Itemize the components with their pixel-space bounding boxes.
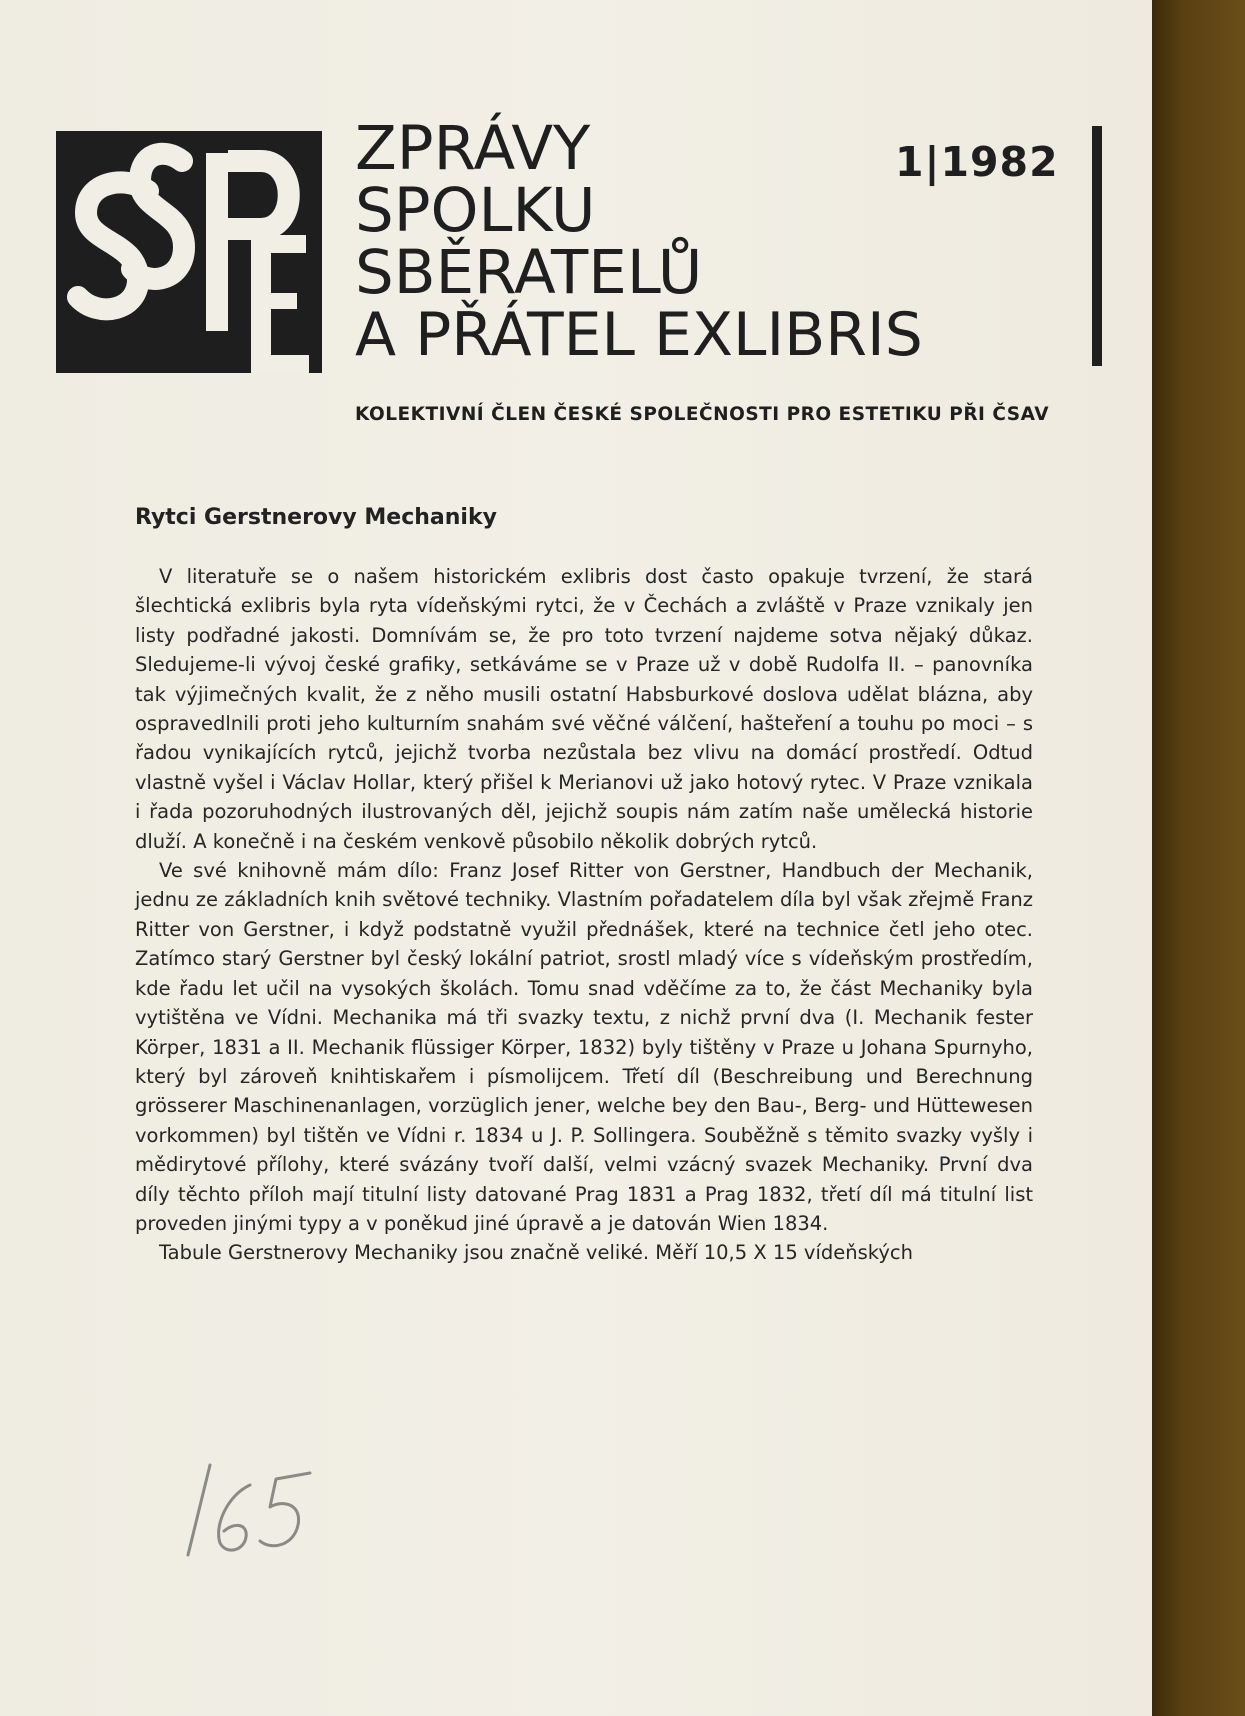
article-body <box>135 562 1033 1268</box>
masthead-subtitle: KOLEKTIVNÍ ČLEN ČESKÉ SPOLEČNOSTI PRO ESTETIKU PŘI ČSAV <box>355 404 1050 425</box>
title-line: ZPRÁVY <box>355 113 591 184</box>
article-paragraph: Tabule Gerstnerovy Mechaniky jsou značně veliké. Měří 10,5 X 15 vídeňských <box>159 1241 913 1265</box>
article-paragraph: V literatuře se o našem historickém exlibris dost často opakuje tvrzení, že stará šlechtická exlibris byla ryta vídeňskými rytci, že v Čechách a zvláště v Praze vznikaly jen listy podřadné jakosti. Domnívám se, že pro toto tvrzení najdeme sotva nějaký důkaz. Sledujeme-li vývoj české grafiky, setkáváme se v Praze už v době Rudolfa II. – panovníka tak výjimečných kvalit, že z něho musili ostatní Habsburkové doslova udělat blázna, aby ospravedlnili proti jeho kulturním snahám své věčné válčení, hašteření a touhu po moci – s řadou vynikajících rytců, jejichž tvorba nezůstala bez vlivu na domácí prostředí. Odtud vlastně vyšel i Václav Hollar, který přišel k Merianovi už jako hotový rytec. V Praze vznikala i řada pozoruhodných ilustrovaných děl, jejichž soupis nám zatím naše umělecká historie dluží. A konečně i na českém venkově působilo několik dobrých rytců. <box>135 565 1033 853</box>
masthead-vertical-rule <box>1092 126 1102 366</box>
sspe-logo <box>56 131 322 373</box>
title-line: A PŘÁTEL EXLIBRIS <box>355 300 923 370</box>
scan-background-edge <box>1152 0 1245 1716</box>
article-title: Rytci Gerstnerovy Mechaniky <box>135 505 497 530</box>
title-line: SBĚRATELŮ <box>355 237 703 308</box>
issue-number: 1|1982 <box>895 138 1059 186</box>
svg-text:165: 165 <box>180 1455 182 1456</box>
article-paragraph: Ve své knihovně mám dílo: Franz Josef Ritter von Gerstner, Handbuch der Mechanik, jednu ze základních knih světové techniky. Vlastním pořadatelem díla byl však zřejmě Franz Ritter von Gerstner, i když podstatně využil přednášek, které na technice četl jeho otec. Zatímco starý Gerstner byl český lokální patriot, srostl mladý více s vídeňským prostředím, kde řadu let učil na vysokých školách. Tomu snad vděčíme za to, že část Mechaniky byla vytištěna ve Vídni. Mechanika má tři svazky textu, z nichž první dva (I. Mechanik fester Körper, 1831 a II. Mechanik flüssiger Körper, 1832) byly tištěny v Praze u Johana Spurnyho, který byl zároveň knihtiskařem i písmolijcem. Třetí díl (Beschreibung und Berechnung grösserer Maschinenanlagen, vorzüglich jener, welche bey den Bau-, Berg- und Hüttewesen vorkommen) byl tištěn ve Vídni r. 1834 u J. P. Sollingera. Souběžně s těmito svazky vyšly i mědirytové přílohy, které svázány tvoří další, velmi vzácný svazek Mechaniky. První dva díly těchto příloh mají titulní listy datované Prag 1831 a Prag 1832, třetí díl má titulní list proveden jinými typy a v poněkud jiné úpravě a je datován Wien 1834. <box>135 859 1033 1235</box>
title-line: SPOLKU <box>355 175 596 246</box>
handwritten-note <box>180 1455 330 1569</box>
